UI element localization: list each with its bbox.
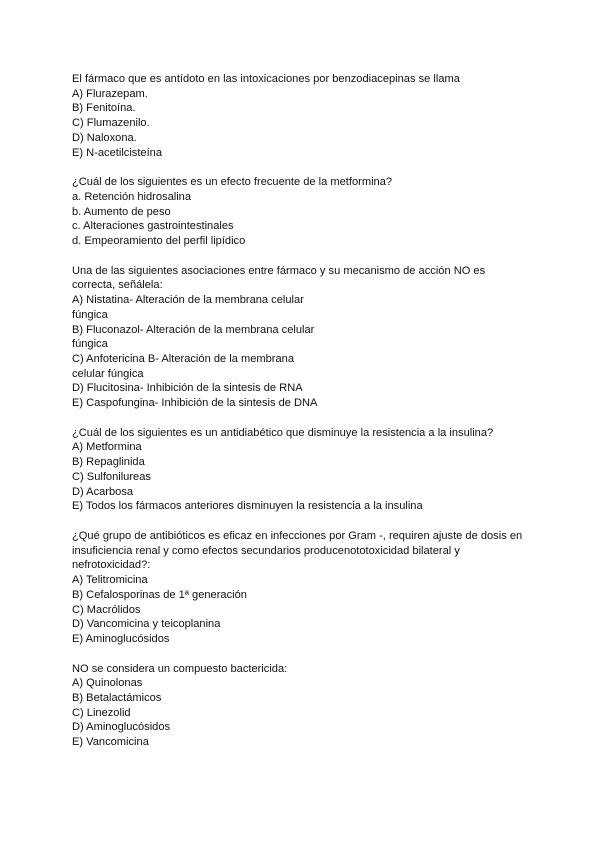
stem-line: ¿Cuál de los siguientes es un antidiabético que disminuye la resistencia a la insulina? [72,426,494,439]
stem-line: El fármaco que es antídoto en las intoxicaciones por benzodiacepinas se llama [72,73,460,85]
answer-option-c: C) Macrólidos [72,603,141,616]
answer-option-e: E) Todos los fármacos anteriores disminuyen la resistencia a la insulina [72,500,423,513]
answer-option-a: A) Metformina [72,441,142,454]
option-line: fúngica [72,308,108,321]
answer-option-b: B) Cefalosporinas de 1ª generación [72,588,247,601]
answer-option-d: d. Empeoramiento del perfil lipídico [72,235,246,248]
answer-option-a: a. Retención hidrosalina [72,190,192,203]
answer-option-c [72,352,532,381]
question-5 [72,529,532,647]
stem-line: NO se considera un compuesto bactericida: [72,662,288,675]
stem-line: insuficiencia renal y como efectos secundarios producenototoxicidad bilateral y [72,544,460,557]
question-1 [72,72,532,160]
question-2 [72,175,532,249]
option-line: fúngica [72,338,108,351]
answer-option-a: A) Flurazepam. [72,87,148,100]
question-3 [72,264,532,411]
question-stem [72,662,532,677]
option-line: B) Fluconazol- Alteración de la membrana celular [72,323,315,336]
question-stem [72,264,532,293]
answer-option-e: E) Vancomicina [72,736,149,749]
option-line: A) Nistatina- Alteración de la membrana celular [72,294,304,307]
question-6 [72,662,532,750]
stem-line: correcta, señálela: [72,279,163,292]
answer-option-b [72,323,532,352]
answer-option-d: D) Aminoglucósidos [72,721,171,734]
answer-option-b: B) Fenitoína. [72,102,136,115]
question-stem [72,72,532,87]
answer-option-c: C) Flumazenilo. [72,117,150,130]
answer-option-b: B) Repaglinida [72,456,145,469]
question-stem [72,175,532,190]
option-line: C) Anfotericina B- Alteración de la membrana [72,352,294,365]
answer-option-d: D) Acarbosa [72,485,134,498]
answer-option-d: D) Vancomicina y teicoplanina [72,618,221,631]
answer-option-c: C) Linezolid [72,706,131,719]
question-stem [72,529,532,573]
answer-option-d: D) Flucitosina- Inhibición de la sintesis de RNA [72,382,303,395]
answer-option-b: b. Aumento de peso [72,205,171,218]
answer-option-a: A) Quinolonas [72,677,143,690]
stem-line: nefrotoxicidad?: [72,559,151,572]
stem-line: ¿Cuál de los siguientes es un efecto frecuente de la metformina? [72,176,393,189]
answer-option-b: B) Betalactámicos [72,692,162,705]
question-4 [72,426,532,514]
answer-option-d: D) Naloxona. [72,131,137,144]
answer-option-c: C) Sulfonilureas [72,470,151,483]
stem-line: Una de las siguientes asociaciones entre fármaco y su mecanismo de acción NO es [72,264,486,277]
answer-option-c: c. Alteraciones gastrointestinales [72,220,234,233]
document-page [72,72,532,765]
answer-option-e: E) N-acetilcisteína [72,146,163,159]
question-stem [72,426,532,441]
answer-option-e: E) Caspofungina- Inhibición de la sintesis de DNA [72,397,318,410]
stem-line: ¿Qué grupo de antibióticos es eficaz en infecciones por Gram -, requiren ajuste de dosis en [72,529,523,542]
answer-option-a [72,293,532,322]
answer-option-e: E) Aminoglucósidos [72,632,170,645]
option-line: celular fúngica [72,367,144,380]
answer-option-a: A) Telitromicina [72,574,148,587]
